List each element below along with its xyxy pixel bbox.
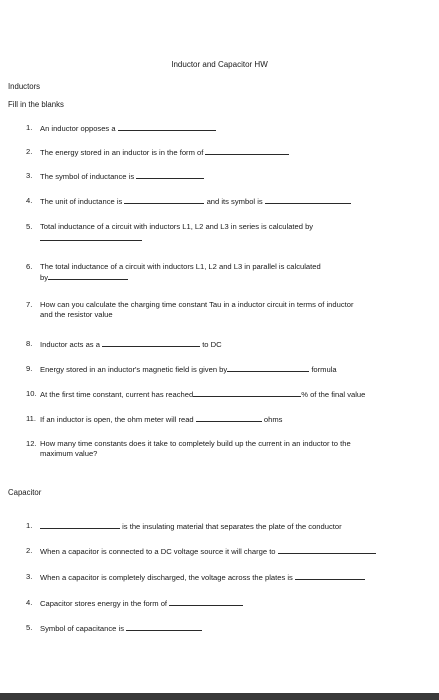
question-text: Energy stored in an inductor's magnetic field is given by: [40, 365, 228, 374]
question-text: and the resistor value: [40, 309, 113, 319]
question-number: 3.: [26, 171, 33, 180]
question-text: by: [40, 272, 49, 282]
answer-blank[interactable]: [102, 339, 200, 347]
question-number: 4.: [26, 598, 33, 607]
question-number: 10.: [26, 389, 37, 398]
question-text: Symbol of capacitance is: [40, 624, 127, 633]
question-text: When a capacitor is connected to a DC voltage source it will charge to: [40, 547, 278, 556]
section-heading-capacitor: Capacitor: [8, 488, 42, 497]
bottom-edge-bar: [0, 693, 439, 700]
question-number: 11.: [26, 414, 36, 423]
question-text: An inductor opposes a: [40, 124, 118, 133]
question-number: 5.: [26, 623, 33, 632]
question-text: Inductor acts as a: [40, 340, 103, 349]
answer-blank[interactable]: [278, 546, 376, 554]
answer-blank[interactable]: [40, 521, 120, 529]
question-text: The energy stored in an inductor is in the form of: [40, 148, 206, 157]
answer-blank[interactable]: [118, 123, 216, 131]
question-number: 7.: [26, 300, 33, 309]
answer-blank[interactable]: [193, 389, 301, 397]
question-text: At the first time constant, current has reached: [40, 390, 194, 399]
question-number: 9.: [26, 364, 33, 373]
question-number: 2.: [26, 546, 33, 555]
question-number: 8.: [26, 339, 33, 348]
section-heading-inductors: Inductors: [8, 82, 41, 91]
question-text: % of the final value: [301, 390, 366, 399]
question-number: 4.: [26, 196, 33, 205]
answer-blank[interactable]: [40, 232, 142, 241]
question-text: maximum value?: [40, 448, 98, 458]
question-text: ohms: [263, 415, 283, 424]
question-text: The unit of inductance is: [40, 197, 125, 206]
page-title: Inductor and Capacitor HW: [171, 60, 268, 69]
question-text: How can you calculate the charging time constant Tau in a inductor circuit in terms of inductor: [40, 300, 354, 309]
answer-blank[interactable]: [124, 196, 204, 204]
question-text: formula: [311, 365, 337, 374]
question-text: Capacitor stores energy in the form of: [40, 599, 170, 608]
answer-blank[interactable]: [196, 414, 262, 422]
question-text: and its symbol is: [206, 197, 265, 206]
instructions-fill-in-the-blanks: Fill in the blanks: [8, 100, 64, 109]
answer-blank[interactable]: [295, 572, 365, 580]
answer-blank[interactable]: [227, 364, 309, 372]
question-text: The symbol of inductance is: [40, 172, 137, 181]
answer-blank[interactable]: [136, 171, 204, 179]
question-text: Total inductance of a circuit with inductors L1, L2 and L3 in series is calculated by: [40, 222, 314, 231]
question-number: 5.: [26, 222, 33, 231]
question-number: 1.: [26, 521, 33, 530]
question-text: If an inductor is open, the ohm meter will read: [40, 415, 196, 424]
question-text: The total inductance of a circuit with inductors L1, L2 and L3 in parallel is calculated: [40, 262, 321, 271]
question-number: 3.: [26, 572, 33, 581]
question-text: is the insulating material that separates the plate of the conductor: [122, 522, 342, 531]
question-number: 2.: [26, 147, 33, 156]
answer-blank[interactable]: [48, 272, 128, 280]
answer-blank[interactable]: [169, 598, 243, 606]
question-text: How many time constants does it take to completely build up the current in an inductor to the: [40, 439, 351, 448]
answer-blank[interactable]: [205, 147, 289, 155]
question-number: 1.: [26, 123, 33, 132]
question-text: to DC: [202, 340, 222, 349]
question-number: 6.: [26, 262, 33, 271]
answer-blank[interactable]: [265, 196, 351, 204]
answer-blank[interactable]: [126, 623, 202, 631]
question-number: 12.: [26, 439, 37, 448]
question-text: When a capacitor is completely discharged, the voltage across the plates is: [40, 573, 295, 582]
